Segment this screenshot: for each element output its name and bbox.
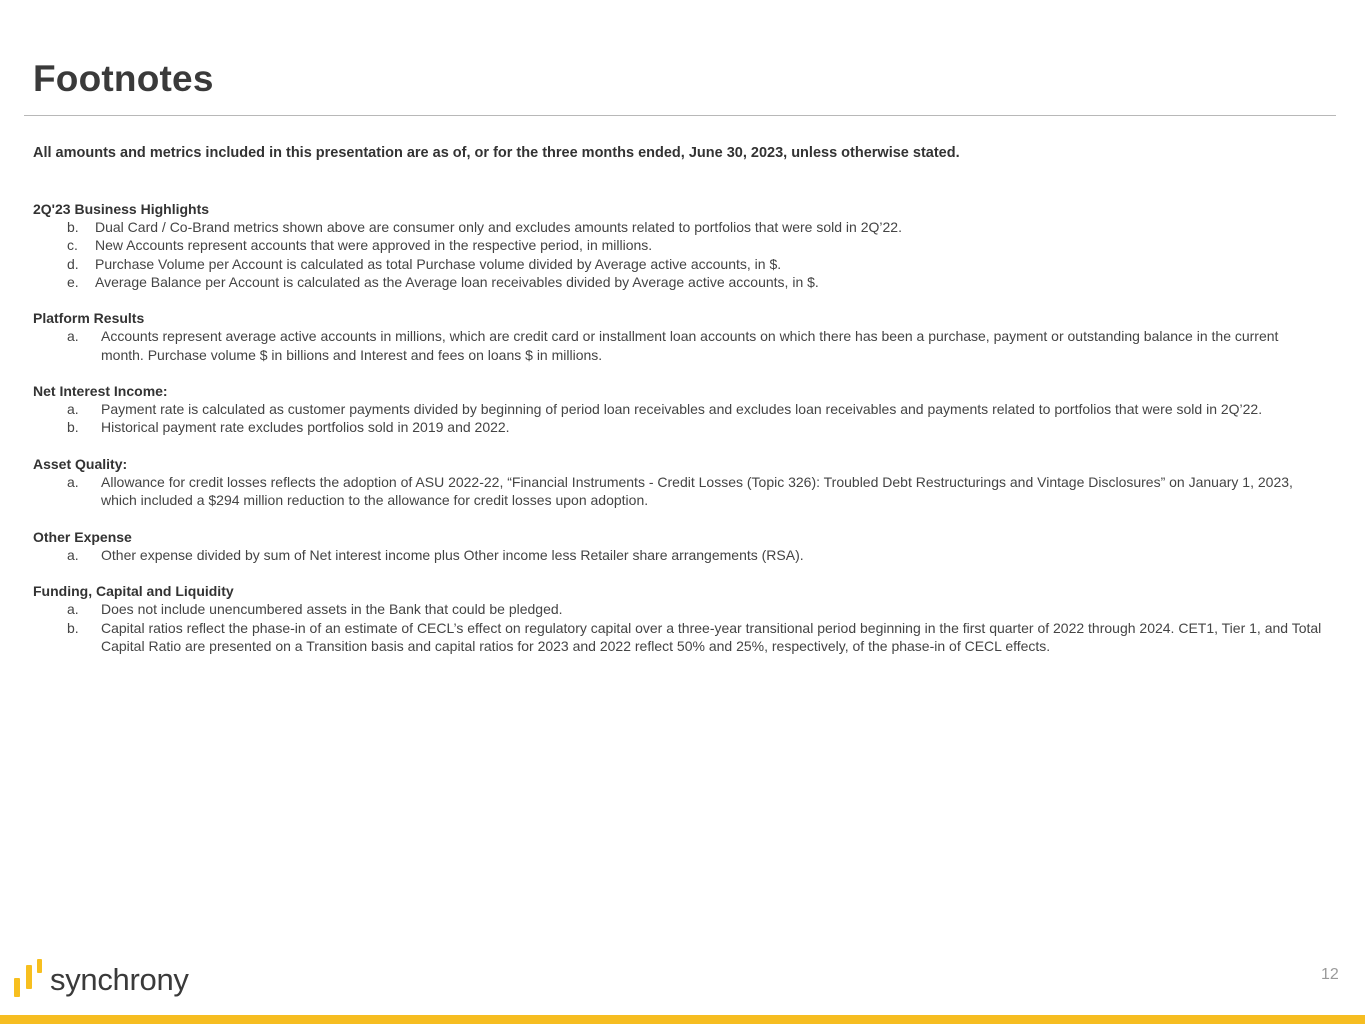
section-title: Net Interest Income:	[33, 383, 168, 399]
section-title: Funding, Capital and Liquidity	[33, 583, 234, 600]
footer-accent-bar	[0, 1015, 1365, 1024]
list-item	[33, 400, 1323, 418]
item-text: Does not include unencumbered assets in the Bank that could be pledged.	[101, 601, 563, 618]
item-label: a.	[67, 328, 79, 345]
item-label: a.	[67, 474, 79, 490]
item-text: Other expense divided by sum of Net interest income plus Other income less Retailer share arrangements (RSA).	[101, 546, 804, 563]
list-item	[33, 600, 1323, 618]
logo-bar	[37, 959, 42, 973]
item-label: b.	[67, 219, 79, 236]
synchrony-logo	[14, 957, 189, 997]
list-item	[33, 418, 1323, 436]
item-label: a.	[67, 546, 79, 563]
synchrony-bars-icon	[14, 959, 44, 997]
item-text: Purchase Volume per Account is calculated as total Purchase volume divided by Average active accounts, in $.	[95, 255, 782, 272]
item-text: Capital ratios reflect the phase-in of an estimate of CECL’s effect on regulatory capital over a three-year transitional period beginning in the first quarter of 2022 through 2024. CET1, Tier 1, and Total Capital Ratio are presented on a Transition basis and capital ratios for 2023 and 2022 reflect 50% and 25%, respectively, of the phase-in of CECL effects.	[101, 619, 1322, 654]
item-text: Accounts represent average active accounts in millions, which are credit card or installment loan accounts on which there has been a purchase, payment or outstanding balance in the current month. Purchase volume $ in billions and Interest and fees on loans $ in millions.	[101, 328, 1279, 363]
page-title: Footnotes	[33, 58, 214, 99]
section-title: Other Expense	[33, 528, 132, 545]
logo-bar	[26, 965, 32, 989]
list-item	[33, 273, 1323, 291]
list-item	[33, 236, 1323, 254]
section-net-interest-income	[33, 382, 1323, 437]
footnotes-list	[33, 200, 1323, 673]
section-platform-results	[33, 309, 1323, 364]
section-title: 2Q'23 Business Highlights	[33, 201, 210, 217]
section-asset-quality	[33, 455, 1323, 510]
list-item	[33, 473, 1323, 509]
item-label: b.	[67, 619, 79, 636]
item-label: d.	[67, 255, 79, 272]
item-label: a.	[67, 601, 79, 618]
section-funding-capital-liquidity	[33, 582, 1323, 655]
section-business-highlights	[33, 200, 1323, 291]
section-other-expense	[33, 528, 1323, 564]
item-label: e.	[67, 273, 79, 290]
item-text: Historical payment rate excludes portfolios sold in 2019 and 2022.	[101, 419, 510, 436]
item-label: a.	[67, 401, 79, 418]
list-item	[33, 619, 1323, 655]
list-item	[33, 218, 1323, 236]
section-title: Platform Results	[33, 310, 145, 327]
item-text: New Accounts represent accounts that were approved in the respective period, in millions.	[95, 237, 653, 254]
item-text: Dual Card / Co-Brand metrics shown above are consumer only and excludes amounts related to portfolios that were sold in 2Q’22.	[95, 219, 902, 236]
list-item	[33, 546, 1323, 564]
item-label: b.	[67, 419, 79, 436]
intro-statement: All amounts and metrics included in this presentation are as of, or for the three months ended, June 30, 2023, unless otherwise stated.	[33, 145, 960, 161]
logo-wordmark: synchrony	[50, 962, 189, 997]
item-text: Average Balance per Account is calculated as the Average loan receivables divided by Average active accounts, in $.	[95, 273, 819, 290]
item-text: Payment rate is calculated as customer payments divided by beginning of period loan receivables and excludes loan receivables and payments related to portfolios that were sold in 2Q’22.	[101, 401, 1263, 418]
list-item	[33, 255, 1323, 273]
item-text: Allowance for credit losses reflects the adoption of ASU 2022-22, “Financial Instruments - Credit Losses (Topic 326): Troubled Debt Restructurings and Vintage Disclosures” on January 1, 2023, which included a $294 million reduction to the allowance for credit losses upon adoption.	[101, 474, 1293, 509]
title-divider	[24, 115, 1336, 116]
section-title: Asset Quality:	[33, 455, 128, 472]
list-item	[33, 327, 1323, 363]
logo-bar	[14, 978, 20, 997]
page-number: 12	[1321, 966, 1339, 983]
item-label: c.	[67, 237, 78, 254]
